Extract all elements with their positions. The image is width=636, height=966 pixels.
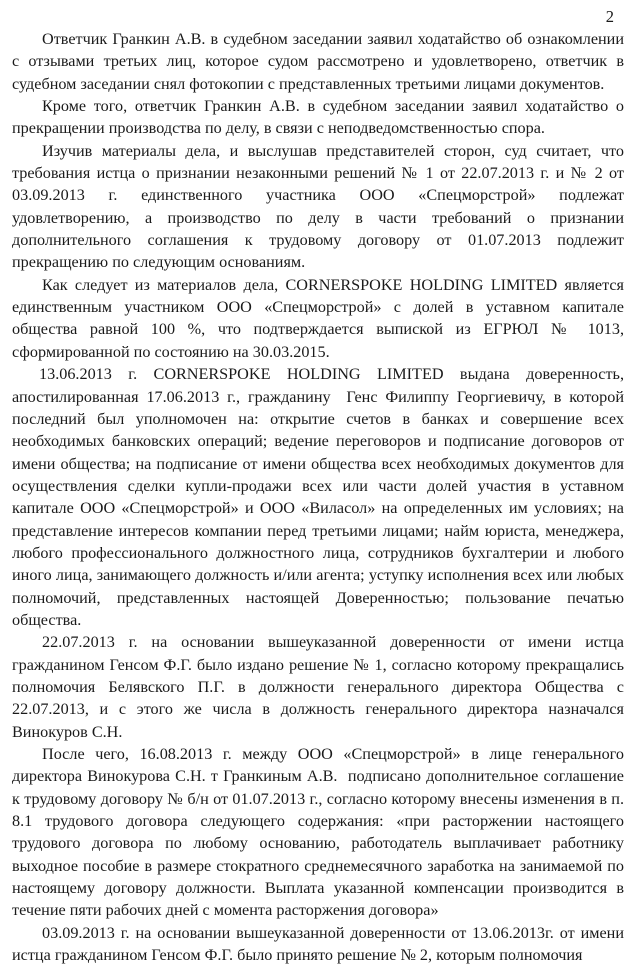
para-izuchiv-materialy: Изучив материалы дела, и выслушав представителей сторон, суд считает, что требования истца о признании незаконными решений № 1 от 22.07.2013 г. и № 2 от 03.09.2013 г. единственного участника ООО «Спецморстрой» подлежат удовлетворению, а производство по делу в части требований о признании дополнительного соглашения к трудовому договору от 01.07.2013 подлежит прекращению по следующим основаниям.	[12, 141, 629, 272]
para-krome-togo: Кроме того, ответчик Гранкин А.В. в судебном заседании заявил ходатайство о прекращении производства по делу, в связи с неподведомственностью спора.	[12, 97, 629, 138]
para-dopsoglashenie: После чего, 16.08.2013 г. между ООО «Спецморстрой» в лице генерального директора Винокурова С.Н. т Гранкиным А.В. подписано дополнительное соглашение к трудовому договору № б/н от 01.07.2013 г., согласно которому внесены изменения в п. 8.1 трудового договора следующего содержания: «при расторжении настоящего трудового договора по любому основанию, работодатель выплачивает работнику выходное пособие в размере стократного среднемесячного заработка на занимаемой по настоящему договору должности. Выплата указанной компенсации производится в течение пяти рабочих дней с момента расторжения договора»	[12, 745, 629, 920]
para-doverennost: 13.06.2013 г. CORNERSPOKE HOLDING LIMITED выдана доверенность, апостилированная 17.06.2013 г., гражданину Генс Филиппу Георгиевичу, в которой последний был уполномочен на: открытие счетов в банках и совершение всех необходимых банковских операций; ведение переговоров и подписание договоров от имени общества; на подписание от имени общества всех необходимых документов для осуществления сделки купли-продажи всех или части долей участия в уставном капитале ООО «Спецморстрой» и ООО «Виласол» на определенных им условиях; на представление интересов компании перед третьими лицами; найм юриста, менеджера, любого профессионального должностного лица, сотрудников бухгалтерии и любого иного лица, занимающего должность и/или агента; уступку исполнения всех или любых полномочий, представленных настоящей Доверенностью; пользование печатью общества.	[12, 365, 629, 629]
para-kak-sleduet: Как следует из материалов дела, CORNERSPOKE HOLDING LIMITED является единственным участником ООО «Спецморстрой» с долей в уставном капитале общества равной 100 %, что подтверждается выпиской из ЕГРЮЛ № 1013, сформированной по состоянию на 30.03.2015.	[12, 275, 629, 361]
para-reshenie-1: 22.07.2013 г. на основании вышеуказанной доверенности от имени истца гражданином Генсом Ф.Г. было издано решение № 1, согласно которому прекращались полномочия Белявского П.Г. в должности генерального директора Общества с 22.07.2013, и с этого же числа в должность генерального директора назначался Винокуров С.Н.	[12, 633, 629, 741]
para-reshenie-2: 03.09.2013 г. на основании вышеуказанной доверенности от 13.06.2013г. от имени истца гражданином Генсом Ф.Г. было принято решение № 2, которым полномочия	[12, 923, 629, 965]
page-number: 2	[605, 7, 614, 26]
para-otvetchik-oznakomlenie: Ответчик Гранкин А.В. в судебном заседании заявил ходатайство об ознакомлении с отзывами третьих лиц, которое судом рассмотрено и удовлетворено, ответчик в судебном заседании снял фотокопии с представленных третьими лицами документов.	[12, 30, 629, 93]
document-body	[12, 28, 629, 966]
